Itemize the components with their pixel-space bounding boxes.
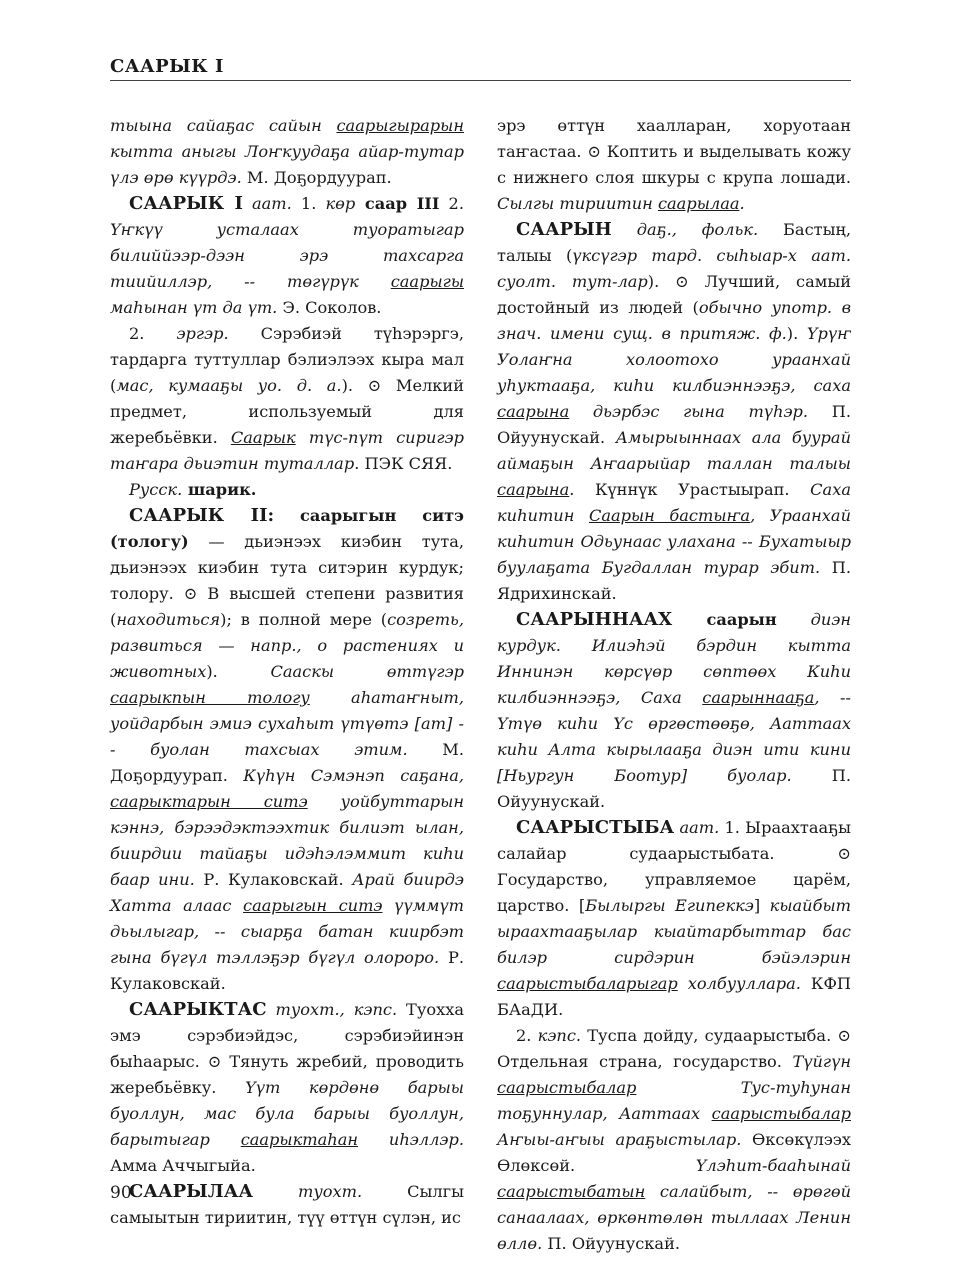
- entry-sense-2: 2. эргэр. Сэрэбиэй түһэрэргэ, тардарга туттуллар бэлиэлээх кыра мал (мас, кумааҕы уо. д. а.). ⊙ Мелкий предмет, используемый для жеребьёвки. Саарык түс-пүт сиригэр таҥара дьиэтин туталлар. ПЭК СЯЯ.: [110, 324, 465, 473]
- right-column: [497, 113, 851, 1257]
- headword: СААРЫСТЫБА: [516, 817, 675, 838]
- headword: СААРЫК II:: [129, 505, 275, 526]
- entry-saarynnaakh: СААРЫННААХ саарын диэн курдук. Илиэһэй бэрдин кытта Иннинэн көрсүөр сөптөөх Киһи килбиэннээҕэ, Саха саарыннааҕа, -- Үтүө киһи Үс өргөстөөҕө, Ааттаах киһи Алта кырылааҕа диэн ити кини [Ньургун Боотур] буолар. П. Ойуунускай.: [497, 609, 852, 811]
- headword: СААРЫКТАС: [129, 999, 267, 1020]
- page-number: 90: [110, 1183, 132, 1203]
- headword: СААРЫННААХ: [516, 609, 673, 630]
- entry-saaryk-2: СААРЫК II: саарыгын ситэ (тологу) — дьиэнээх киэбин тута, дьиэнээх киэбин тута ситэрин курдук; толору. ⊙ В высшей степени развития (находиться); в полной мере (созреть, развиться — напр., о растениях и животных). Сааскы өттүгэр саарыкпын тологу аһатаҥныт, уойдарбын эмиэ сухаһыт үтүөтэ [ат] -- буолан тахсыах этим. М. Доҕордуурап. Күһүн Сэмэнэп саҕана, саарыктарын ситэ уойбуттарын кэннэ, бэрээдэктээхтик билиэт ылан, биирдии тайаҕы идэһэлэммит киһи баар ини. Р. Кулаковскай. Арай биирдэ Хатта алаас саарыгын ситэ үүммүт дьылыгар, -- сыарҕа батан киирбэт гына бүгүл тэллэҕэр бүгүл олороро. Р. Кулаковскай.: [110, 505, 465, 993]
- entry-sense-2: 2. кэпс. Туспа дойду, судаарыстыба. ⊙ Отдельная страна, государство. Түйгүн саарыстыбалар Тус-туһунан тоҕуннулар, Ааттаах саарыстыбалар Аҥыы-аҥыы араҕыстылар. Өксөкүлээх Өлөксөй. Үлэһит-бааһынай саарыстыбатын салайбыт, -- өрөгөй санаалаах, өркөнтөлөн тыллаах Ленин өллө. П. Ойуунускай.: [497, 1026, 852, 1253]
- running-header: [110, 56, 851, 81]
- entry-russian-note: Русск. шарик.: [129, 480, 257, 499]
- headword: СААРЫЛАА: [129, 1181, 254, 1202]
- entry-saaryn: СААРЫН даҕ., фольк. Бастың, талыы (үксүгэр тард. сыһыар-х аат. суолт. тут-лар). ⊙ Лучший, самый достойный из людей (обычно употр. в знач. имени сущ. в притяж. ф.). Үрүҥ Уолаҥна холоотохо ураанхай уһуктааҕа, киһи килбиэннээҕэ, саха саарына дьэрбэс гына түһэр. П. Ойуунускай. Амырыыннаах ала буурай аймаҕын Аҥаарыйар таллан талыы саарына. Күннүк Урастыырап. Саха киһитин Саарын бастыҥа, Ураанхай киһитин Одьунаас улахана -- Бухатыыр буулаҕата Бугдаллан турар эбит. П. Ядрихинскай.: [497, 219, 852, 603]
- headword: СААРЫК I: [129, 193, 243, 214]
- entry-saarystyba: СААРЫСТЫБА аат. 1. Ыраахтааҕы салайар судаарыстыбата. ⊙ Государство, управляемое царём, царство. [Былыргы Египеккэ] кыайбыт ыраахтааҕылар кыайтарбыттар бас билэр сирдэрин бэйэлэрин саарыстыбаларыгар холбууллара. КФП БАаДИ.: [497, 817, 851, 1019]
- headword: СААРЫН: [516, 219, 612, 240]
- running-head-title: СААРЫК I: [110, 56, 224, 77]
- entry-saaryk-1: СААРЫК I аат. 1. көр саар III 2. Үҥкүү усталаах туоратыгар билиййээр-дээн эрэ тахсарга тиийиллэр, -- төгүрүк саарыгы маһынан үт да үт. Э. Соколов.: [110, 193, 464, 317]
- entry-paragraph: тыына сайаҕас сайын саарыгырарын кытта аныгы Лоҥкуудаҕа айар-тутар үлэ өрө күүрдэ. М. Доҕордуурап.: [110, 116, 464, 187]
- entry-saaryktas: СААРЫКТАС туохт., кэпс. Туохха эмэ сэрэбиэйдэс, сэрэбиэйинэн быһаарыс. ⊙ Тянуть жребий, проводить жеребьёвку. Үүт көрдөнө барыы буоллун, мас була барыы буоллун, барытыгар саарыктаһан иһэллэр. Амма Аччыгыйа.: [110, 999, 465, 1175]
- left-column: [110, 113, 464, 1231]
- entry-continuation: эрэ өттүн хаалларан, хоруотаан таҥастаа. ⊙ Коптить и выделывать кожу с нижнего слоя шкуры с крупа лошади. Сылгы тириитин саарылаа.: [497, 116, 851, 213]
- entry-saarylaa: СААРЫЛАА туохт. Сылгы самыытын тириитин, түү өттүн сүлэн, ис: [110, 1181, 464, 1227]
